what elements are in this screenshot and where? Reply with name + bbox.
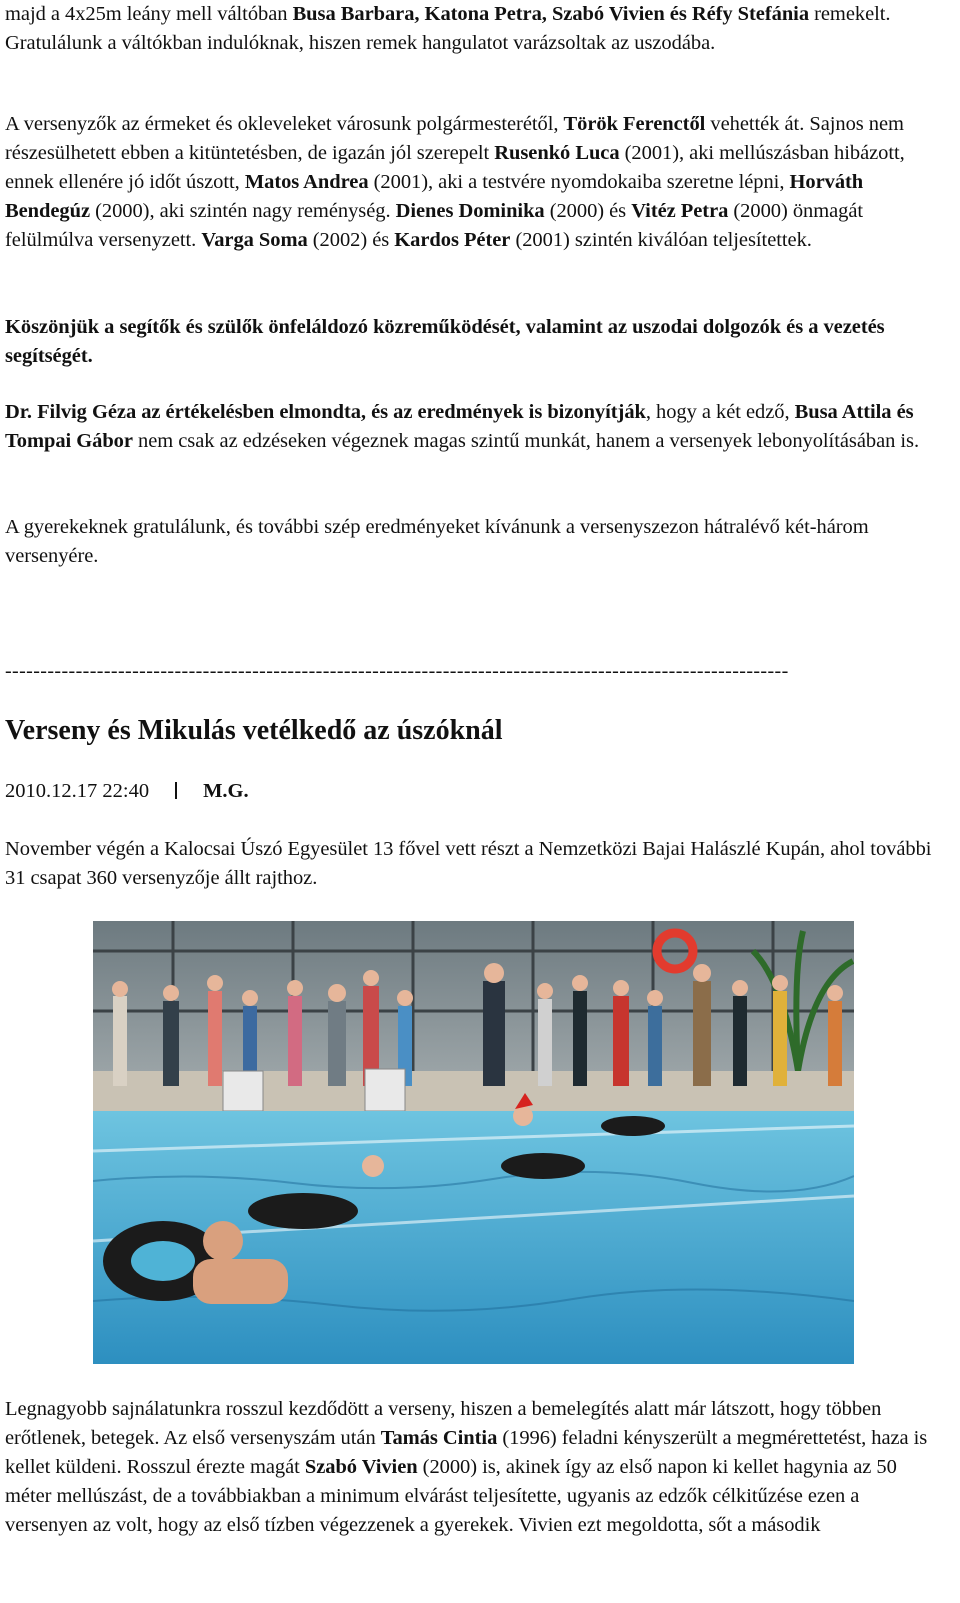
article-title: Verseny és Mikulás vetélkedő az úszóknál [5,715,503,746]
text-run: majd a 4x25m leány mell váltóban [5,3,293,25]
article-paragraph-2 [5,1395,937,1540]
pool-photo-illustration [93,921,854,1364]
pool-photo [93,921,854,1364]
text-run: (2000), aki szintén nagy reménység. [90,200,396,222]
text-run: (2000) és [544,200,632,222]
evaluation-paragraph [5,398,937,456]
article-author: M.G. [203,780,249,802]
bold-run: Szabó Vivien [304,1456,418,1478]
section-divider: --------------------------------------------------------------------------------------------------------------- [5,660,789,682]
text-run: (1996) feladni kényszerült a megmérettetést, haza is kellet küldeni. Rosszul érezte magát [5,1427,928,1478]
bold-run: Busa Barbara, Katona Petra, Szabó Vivien és Réfy Stefánia [292,3,810,25]
bold-run: Horváth Bendegúz [5,171,864,222]
text-run: nem csak az edzéseken végeznek magas szintű munkát, hanem a versenyek lebonyolításában is. [132,430,920,452]
bold-run: Busa Attila és Tompai Gábor [5,401,914,452]
text-run: vehették át. Sajnos nem részesülhetett ebben a kitüntetésben, de igazán jól szerepelt [5,113,904,164]
text-run: A versenyzők az érmeket és okleveleket városunk polgármesterétől, [5,113,564,135]
article-date: 2010.12.17 22:40 [5,780,150,802]
text-run: (2000) önmagát felülmúlva versenyzett. [5,200,864,251]
bold-run: Török Ferenctől [563,113,706,135]
thanks-paragraph [5,313,885,371]
text-run: (2002) és [307,229,395,251]
bold-run: Kardos Péter [394,229,511,251]
text-run: (2001) szintén kiválóan teljesítettek. [510,229,812,251]
article-meta [5,777,249,806]
bold-run: Rusenkó Luca [494,142,620,164]
bold-run: Tamás Cintia [380,1427,498,1449]
text-run: , hogy a két edző, [645,401,795,423]
text-run: (2000) is, akinek így az első napon ki kellet hagynia az 50 méter mellúszást, de a továbbiakban a minimum elvárást teljesítette, ugyanis az edzők célkitűzése ezen a versenyen az volt, hogy az első tízben végezzenek a gyerekek. Vivien ezt megoldotta, sőt a második [5,1456,897,1536]
text-run: November végén a Kalocsai Úszó Egyesület 13 fővel vett részt a Nemzetközi Bajai Halászlé Kupán, ahol további 31 csapat 360 versenyzője állt rajthoz. [5,838,932,889]
bold-run: Dr. Filvig Géza az értékelésben elmondta, és az eredmények is bizonyítják [5,401,646,423]
intro-paragraph-2 [5,110,937,255]
bold-run: Vitéz Petra [631,200,729,222]
text-run: Legnagyobb sajnálatunkra rosszul kezdődött a verseny, hiszen a bemelegítés alatt már látszott, hogy többen erőtlenek, betegek. Az első versenyszám után [5,1398,882,1449]
text-run: (2001), aki a testvére nyomdokaiba szeretne lépni, [368,171,790,193]
bold-run: Matos Andrea [244,171,369,193]
meta-separator [175,782,177,799]
text-run: remekelt. Gratulálunk a váltókban indulóknak, hiszen remek hangulatot varázsoltak az uszodába. [5,3,891,54]
text-run: (2001), aki mellúszásban hibázott, ennek ellenére jó időt úszott, [5,142,905,193]
bold-run: Varga Soma [201,229,308,251]
bold-run: Dienes Dominika [395,200,545,222]
article-paragraph-1 [5,835,937,893]
congrats-paragraph [5,513,885,571]
bold-run: Köszönjük a segítők és szülők önfeláldozó közreműködését, valamint az uszodai dolgozók és a vezetés segítségét. [5,316,885,367]
intro-paragraph-1 [5,0,905,58]
text-run: A gyerekeknek gratulálunk, és további szép eredményeket kívánunk a versenyszezon hátralévő két-három versenyére. [5,516,869,567]
